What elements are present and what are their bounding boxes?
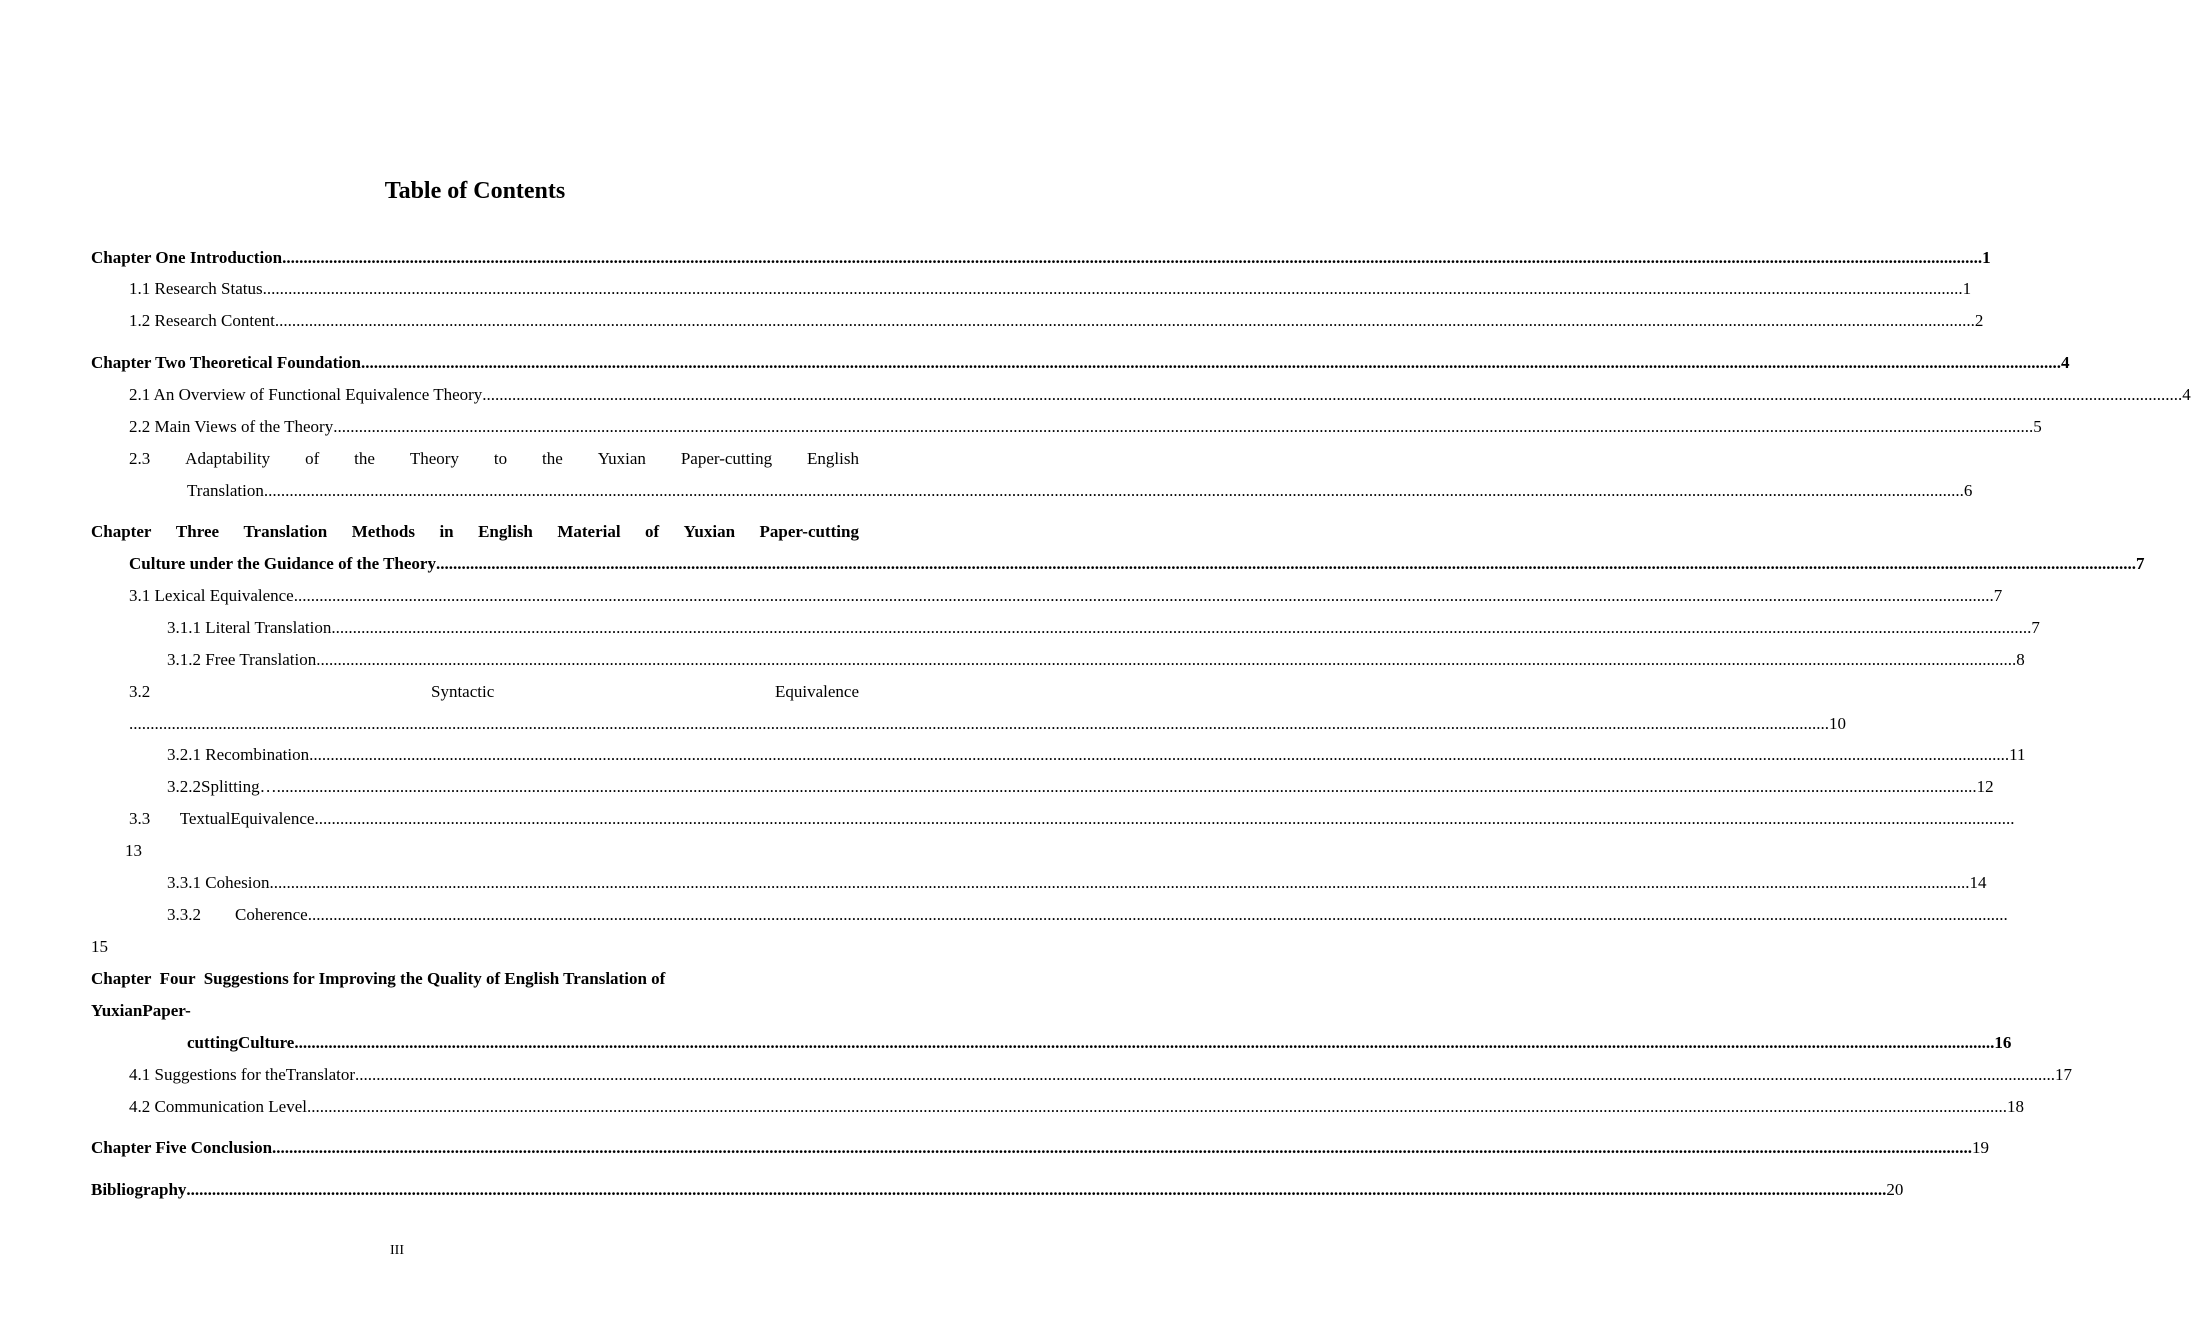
toc-label: Culture under the Guidance of the Theory bbox=[129, 554, 436, 573]
toc-label: Chapter Five Conclusion bbox=[91, 1138, 273, 1157]
toc-page: 2 bbox=[1974, 311, 1984, 330]
toc-leader: ................................................................................................................................................................................................................................................................................................................................................................................................................ bbox=[262, 279, 1963, 298]
toc-leader: ................................................................................................................................................................................................................................................................................................................................................................................................................ bbox=[331, 618, 2032, 637]
toc-page: 14 bbox=[1969, 873, 1987, 892]
toc-label: 1.1 Research Status bbox=[129, 279, 263, 298]
toc-entry-4-2[interactable] bbox=[129, 1095, 2024, 1119]
page-title: Table of Contents bbox=[384, 178, 566, 204]
toc-label: 1.2 Research Content bbox=[129, 311, 275, 330]
toc-entry-3-2-line2[interactable] bbox=[129, 712, 1846, 736]
toc-page: 1 bbox=[1982, 248, 1991, 267]
toc-label: Chapter One Introduction bbox=[91, 248, 283, 267]
toc-entry-3-2-line1[interactable]: 3.2 Syntactic Equivalence bbox=[129, 682, 859, 701]
toc-leader: ................................................................................................................................................................................................................................................................................................................................................................................................................ bbox=[333, 417, 2034, 436]
toc-leader: ................................................................................................................................................................................................................................................................................................................................................................................................................ bbox=[360, 353, 2061, 372]
toc-leader: ................................................................................................................................................................................................................................................................................................................................................................................................................ bbox=[482, 385, 2183, 404]
page-number: III bbox=[390, 1243, 404, 1258]
toc-entry-2-1[interactable] bbox=[129, 383, 2191, 407]
toc-page: 7 bbox=[2031, 618, 2040, 637]
toc-entry-bibliography[interactable] bbox=[91, 1178, 1904, 1202]
toc-entry-3-3-2-line1[interactable] bbox=[167, 903, 2008, 927]
toc-page: 20 bbox=[1886, 1180, 1904, 1199]
toc-page: 12 bbox=[1976, 777, 1994, 796]
toc-leader: ................................................................................................................................................................................................................................................................................................................................................................................................................ bbox=[282, 248, 1983, 267]
toc-label: 3.3.2 Coherence bbox=[167, 905, 308, 924]
toc-page: 19 bbox=[1972, 1138, 1990, 1157]
toc-label: 2.1 An Overview of Functional Equivalence Theory bbox=[129, 385, 483, 404]
toc-label: 4.1 Suggestions for theTranslator bbox=[129, 1065, 356, 1084]
toc-label: 3.3.1 Cohesion bbox=[167, 873, 270, 892]
toc-leader: ................................................................................................................................................................................................................................................................................................................................................................................................................ bbox=[269, 873, 1970, 892]
toc-leader: ................................................................................................................................................................................................................................................................................................................................................................................................................ bbox=[435, 554, 2136, 573]
toc-entry-chapter-four-line3[interactable] bbox=[187, 1031, 2012, 1055]
toc-entry-chapter-four-line1[interactable]: Chapter Four Suggestions for Improving the Quality of English Translation of bbox=[91, 969, 666, 988]
toc-entry-chapter-one[interactable] bbox=[91, 246, 1991, 270]
toc-page: 16 bbox=[1994, 1033, 2012, 1052]
toc-entry-3-3-2-line2[interactable]: 15 bbox=[91, 937, 108, 956]
toc-entry-2-2[interactable] bbox=[129, 415, 2042, 439]
toc-entry-1-2[interactable] bbox=[129, 309, 1984, 333]
toc-entry-2-3-line2[interactable] bbox=[187, 479, 1973, 503]
toc-leader: ................................................................................................................................................................................................................................................................................................................................................................................................................ bbox=[272, 1138, 1973, 1157]
toc-entry-chapter-three-line1[interactable]: Chapter Three Translation Methods in English Material of Yuxian Paper-cutting bbox=[91, 522, 859, 541]
toc-page: 8 bbox=[2016, 650, 2025, 669]
toc-entry-3-2-1[interactable] bbox=[167, 743, 2026, 767]
toc-entry-3-3-1[interactable] bbox=[167, 871, 1987, 895]
toc-page: 17 bbox=[2055, 1065, 2073, 1084]
toc-leader: ................................................................................................................................................................................................................................................................................................................................................................................................................ bbox=[309, 745, 2010, 764]
toc-label: 3.1 Lexical Equivalence bbox=[129, 586, 294, 605]
toc-label: Chapter Two Theoretical Foundation bbox=[91, 353, 361, 372]
toc-entry-chapter-two[interactable] bbox=[91, 351, 2070, 375]
toc-leader: ................................................................................................................................................................................................................................................................................................................................................................................................................ bbox=[316, 650, 2017, 669]
toc-leader: ................................................................................................................................................................................................................................................................................................................................................................................................................ bbox=[294, 1033, 1995, 1052]
toc-leader: ................................................................................................................................................................................................................................................................................................................................................................................................................ bbox=[293, 586, 1994, 605]
toc-entry-3-1[interactable] bbox=[129, 584, 2003, 608]
toc-entry-chapter-four-line2[interactable]: YuxianPaper- bbox=[91, 1001, 191, 1020]
toc-page: 18 bbox=[2007, 1097, 2024, 1116]
toc-leader: ................................................................................................................................................................................................................................................................................................................................................................................................................ bbox=[307, 1097, 2007, 1116]
toc-leader: ................................................................................................................................................................................................................................................................................................................................................................................................................ bbox=[307, 905, 2008, 924]
toc-label: 3.2.1 Recombination bbox=[167, 745, 310, 764]
toc-page: 4 bbox=[2060, 353, 2070, 372]
toc-page: 7 bbox=[2135, 554, 2145, 573]
toc-label: cuttingCulture bbox=[187, 1033, 295, 1052]
toc-entry-3-2-2[interactable] bbox=[167, 775, 1994, 799]
toc-entry-3-3-line1[interactable] bbox=[129, 807, 2015, 831]
toc-label: 3.3 TextualEquivalence bbox=[129, 809, 315, 828]
toc-page: 4 bbox=[2182, 385, 2191, 404]
toc-label: 3.1.2 Free Translation bbox=[167, 650, 317, 669]
toc-leader: ................................................................................................................................................................................................................................................................................................................................................................................................................ bbox=[314, 809, 2015, 828]
toc-entry-3-1-1[interactable] bbox=[167, 616, 2040, 640]
toc-leader: ................................................................................................................................................................................................................................................................................................................................................................................................................ bbox=[263, 481, 1964, 500]
toc-entry-3-3-line2[interactable]: 13 bbox=[125, 841, 142, 860]
toc-label: 3.1.1 Literal Translation bbox=[167, 618, 332, 637]
toc-page: 7 bbox=[1993, 586, 2003, 605]
toc-label: 3.2.2Splitting… bbox=[167, 777, 277, 796]
toc-page: 11 bbox=[2009, 745, 2026, 764]
toc-label: 4.2 Communication Level bbox=[129, 1097, 307, 1116]
toc-leader: ................................................................................................................................................................................................................................................................................................................................................................................................................ bbox=[274, 311, 1975, 330]
toc-entry-3-1-2[interactable] bbox=[167, 648, 2025, 672]
toc-entry-2-3-line1[interactable]: 2.3 Adaptability of the Theory to the Yuxian Paper-cutting English bbox=[129, 449, 859, 468]
toc-label: Bibliography bbox=[91, 1180, 187, 1199]
toc-leader: ................................................................................................................................................................................................................................................................................................................................................................................................................ bbox=[129, 714, 1829, 733]
toc-page: 6 bbox=[1963, 481, 1973, 500]
toc-page: 1 bbox=[1962, 279, 1972, 298]
toc-entry-4-1[interactable] bbox=[129, 1063, 2073, 1087]
toc-page: 10 bbox=[1829, 714, 1846, 733]
toc-leader: ................................................................................................................................................................................................................................................................................................................................................................................................................ bbox=[355, 1065, 2056, 1084]
toc-entry-1-1[interactable] bbox=[129, 277, 1972, 301]
toc-entry-chapter-five[interactable] bbox=[91, 1136, 1990, 1160]
toc-leader: ................................................................................................................................................................................................................................................................................................................................................................................................................ bbox=[186, 1180, 1887, 1199]
toc-entry-chapter-three-line2[interactable] bbox=[129, 552, 2145, 576]
toc-page: 5 bbox=[2033, 417, 2042, 436]
toc-leader: ................................................................................................................................................................................................................................................................................................................................................................................................................ bbox=[276, 777, 1977, 796]
toc-label: Translation bbox=[187, 481, 264, 500]
toc-label: 2.2 Main Views of the Theory bbox=[129, 417, 334, 436]
